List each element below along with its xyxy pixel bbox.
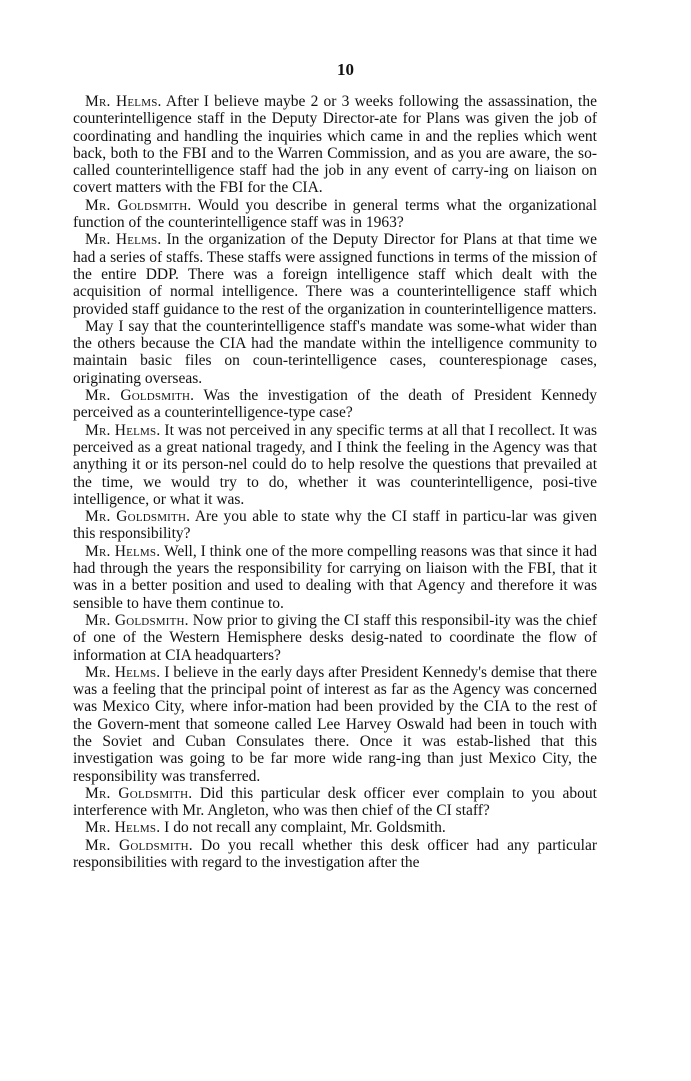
paragraph bbox=[73, 93, 597, 197]
speaker-name: Mr. Helms. bbox=[85, 663, 161, 681]
paragraph-text: In the organization of the Deputy Director for Plans at that time we had a series of staffs. These staffs were assigned functions in terms of the mission of the entire DDP. There was a foreign intelligence staff which dealt with the acquisition of normal intelligence. There was a counterintelligence staff which provided staff guidance to the rest of the organization in counterintelligence matters. bbox=[73, 231, 597, 318]
paragraph bbox=[73, 785, 597, 820]
speaker-name: Mr. Goldsmith. bbox=[85, 196, 192, 214]
paragraph bbox=[73, 318, 597, 387]
paragraph-text: Did this particular desk officer ever complain to you about interference with Mr. Angleton, who was then chief of the CI staff? bbox=[73, 784, 597, 820]
speaker-name: Mr. Goldsmith. bbox=[85, 611, 189, 629]
paragraph bbox=[73, 387, 597, 422]
speaker-name: Mr. Helms. bbox=[85, 231, 162, 249]
speaker-name: Mr. Goldsmith. bbox=[85, 784, 193, 802]
paragraph bbox=[73, 664, 597, 785]
paragraph-text: Are you able to state why the CI staff in particu-lar was given this responsibility? bbox=[73, 508, 597, 543]
paragraph-text: It was not perceived in any specific terms at all that I recollect. It was perceived as a great national tragedy, and I think the feeling in the Agency was that anything it or its person-nel could do to help resolve the questions that prevailed at the time, we would try to do, whether it was counterintelligence, posi-tive intelligence, or what it was. bbox=[73, 421, 597, 508]
paragraph bbox=[73, 231, 597, 317]
speaker-name: Mr. Goldsmith. bbox=[85, 508, 191, 526]
paragraph bbox=[73, 508, 597, 543]
paragraph-text: Now prior to giving the CI staff this responsibil-ity was the chief of one of the Western Hemisphere desks desig-nated to coordinate the flow of information at CIA headquarters? bbox=[73, 611, 597, 664]
paragraph-text: After I believe maybe 2 or 3 weeks following the assassination, the counterintelligence staff in the Deputy Director-ate for Plans was given the job of coordinating and handling the inquiries which came in and the replies which went back, both to the FBI and to the Warren Commission, and as you are aware, the so-called counterintelligence staff had the job in any event of carry-ing on liaison on covert matters with the FBI for the CIA. bbox=[73, 93, 597, 197]
paragraph-text: I do not recall any complaint, Mr. Goldsmith. bbox=[160, 819, 446, 837]
paragraph bbox=[73, 543, 597, 612]
paragraph-text: Do you recall whether this desk officer had any particular responsibilities with regard to the investigation after the bbox=[73, 836, 597, 872]
paragraph bbox=[73, 197, 597, 232]
paragraph bbox=[73, 819, 597, 836]
speaker-name: Mr. Helms. bbox=[85, 421, 161, 439]
paragraph bbox=[73, 837, 597, 872]
speaker-name: Mr. Helms. bbox=[85, 542, 161, 560]
paragraph-text: Was the investigation of the death of President Kennedy perceived as a counterintelligence-type case? bbox=[73, 387, 597, 422]
speaker-name: Mr. Goldsmith. bbox=[85, 387, 195, 405]
paragraph-text: Well, I think one of the more compelling reasons was that since it had had through the years the responsibility for carrying on liaison with the FBI, that it was in a better position and used to dealing with that Agency and therefore it was sensible to have them continue to. bbox=[73, 542, 597, 612]
paragraph bbox=[73, 422, 597, 508]
speaker-name: Mr. Helms. bbox=[85, 819, 161, 837]
speaker-name: Mr. Goldsmith. bbox=[85, 836, 193, 854]
paragraph-text: May I say that the counterintelligence staff's mandate was some-what wider than the others because the CIA had the mandate within the intelligence community to maintain basic files on coun-terintelligence cases, counterespionage cases, originating overseas. bbox=[73, 317, 597, 387]
transcript-body bbox=[73, 93, 597, 871]
speaker-name: Mr. Helms. bbox=[85, 93, 162, 110]
page-number: 10 bbox=[337, 60, 354, 79]
paragraph-text: Would you describe in general terms what the organizational function of the counterintelligence staff was in 1963? bbox=[73, 196, 597, 232]
paragraph bbox=[73, 612, 597, 664]
paragraph-text: I believe in the early days after President Kennedy's demise that there was a feeling that the principal point of interest as far as the Agency was concerned was Mexico City, where infor-mation had been provided by the CIA to the rest of the Govern-ment that someone called Lee Harvey Oswald had been in touch with the Soviet and Cuban Consulates there. Once it was estab-lished that this investigation was going to be far more wide rang-ing than just Mexico City, the responsibility was transferred. bbox=[73, 663, 597, 785]
